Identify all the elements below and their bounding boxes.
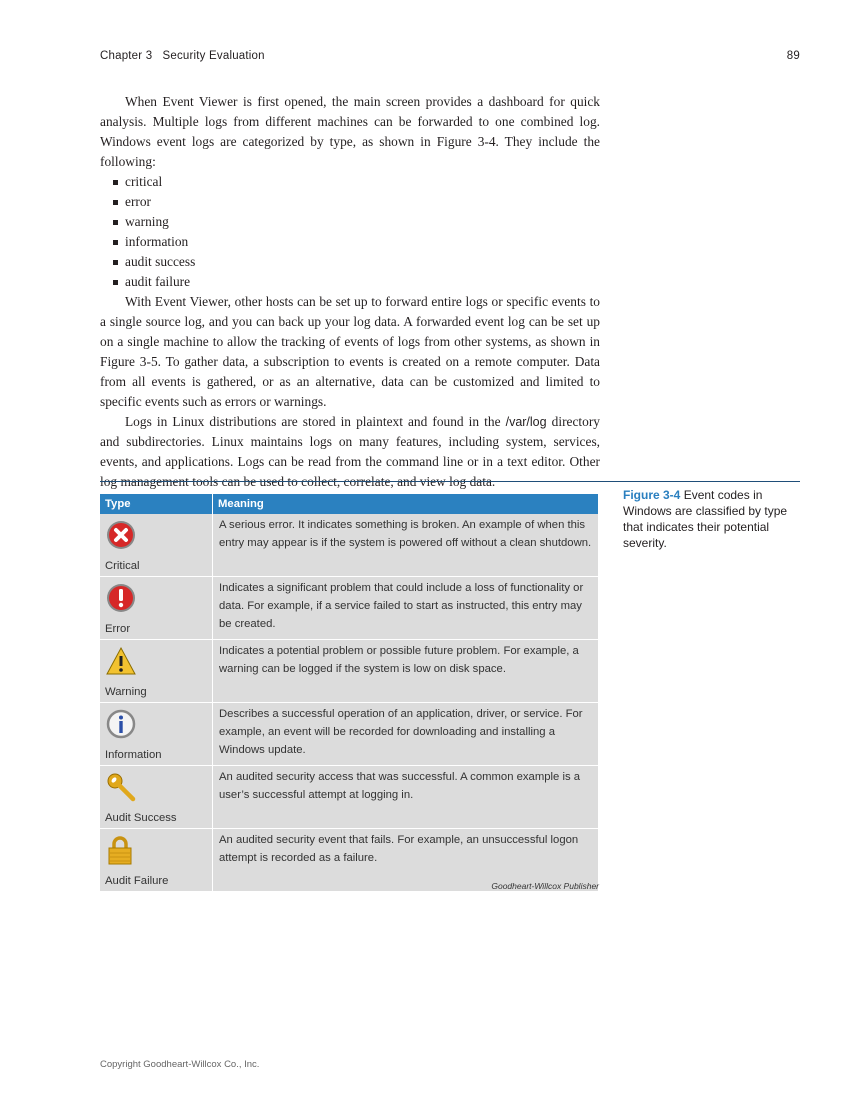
table-row	[100, 640, 599, 703]
warning-triangle-icon	[106, 646, 136, 676]
figure-divider	[100, 481, 800, 482]
column-header-meaning: Meaning	[213, 494, 599, 514]
paragraph	[100, 412, 600, 492]
list-item: warning	[100, 212, 600, 232]
figure-caption	[623, 487, 803, 551]
list-item: information	[100, 232, 600, 252]
type-label: Error	[105, 623, 131, 635]
paragraph: When Event Viewer is first opened, the main screen provides a dashboard for quick analysis. Multiple logs from different machines can be forwarded to one combined log. Windows event logs are categorized by type, as shown in Figure 3-4. They include the following:	[100, 94, 600, 169]
paragraph: With Event Viewer, other hosts can be set up to forward entire logs or specific events to a single source log, and you can back up your log data. A forwarded event log can be set up on a single machine to allow the tracking of events of logs from other systems, as shown in Figure 3-5. To gather data, a subscription to events is created on a remote computer. Data from all events is gathered, or as an alternative, data can be customized and limited to specific events such as errors or warnings.	[100, 294, 600, 409]
list-item: error	[100, 192, 600, 212]
meaning-cell: Describes a successful operation of an application, driver, or service. For example, an event will be recorded for downloading and installing a Windows update.	[213, 703, 599, 766]
list-item: critical	[100, 172, 600, 192]
chapter-title: Chapter 3 Security Evaluation	[100, 50, 265, 62]
text: directory and subdirectories. Linux maintains logs on many features, including system, services, events, and applications. Logs can be read from the command line or in a text editor. Other log management tools can be used to collect, correlate, and view log data.	[100, 414, 600, 489]
event-codes-table	[100, 494, 599, 892]
type-label: Information	[105, 749, 162, 761]
list-item: audit failure	[100, 272, 600, 292]
meaning-cell: A serious error. It indicates something is broken. An example of when this entry may appear is if the system is powered off without a clean shutdown.	[213, 514, 599, 577]
meaning-cell: An audited security event that fails. For example, an unsuccessful logon attempt is recorded as a failure.	[213, 829, 599, 892]
meaning-cell: An audited security access that was successful. A common example is a user’s successful attempt at logging in.	[213, 766, 599, 829]
path: /var/log	[505, 415, 547, 429]
table-row	[100, 703, 599, 766]
padlock-icon	[106, 835, 136, 865]
event-type-list	[100, 172, 600, 292]
table-row	[100, 766, 599, 829]
caption-text: Event codes in Windows are classified by type that indicates their potential severity.	[623, 488, 788, 550]
running-header	[100, 50, 800, 62]
meaning-cell: Indicates a significant problem that could include a loss of functionality or data. For example, if a service failed to start as instructed, this entry may be created.	[213, 577, 599, 640]
key-icon	[106, 772, 136, 802]
list-item: audit success	[100, 252, 600, 272]
type-label: Audit Success	[105, 812, 177, 824]
table-row	[100, 514, 599, 577]
type-label: Critical	[105, 560, 140, 572]
table-header	[100, 494, 599, 514]
meaning-cell: Indicates a potential problem or possible future problem. For example, a warning can be logged if the system is low on disk space.	[213, 640, 599, 703]
table-row	[100, 577, 599, 640]
critical-x-icon	[106, 520, 136, 550]
copyright: Copyright Goodheart-Willcox Co., Inc.	[100, 1059, 260, 1070]
type-label: Audit Failure	[105, 875, 169, 887]
figure-label: Figure 3-4	[623, 488, 681, 502]
information-icon	[106, 709, 136, 739]
column-header-type: Type	[100, 494, 213, 514]
error-exclamation-icon	[106, 583, 136, 613]
body-text	[100, 92, 600, 492]
page-number: 89	[786, 50, 800, 62]
type-label: Warning	[105, 686, 147, 698]
figure-credit: Goodheart-Willcox Publisher	[491, 881, 599, 891]
text: Logs in Linux distributions are stored in plaintext and found in the	[125, 414, 506, 429]
